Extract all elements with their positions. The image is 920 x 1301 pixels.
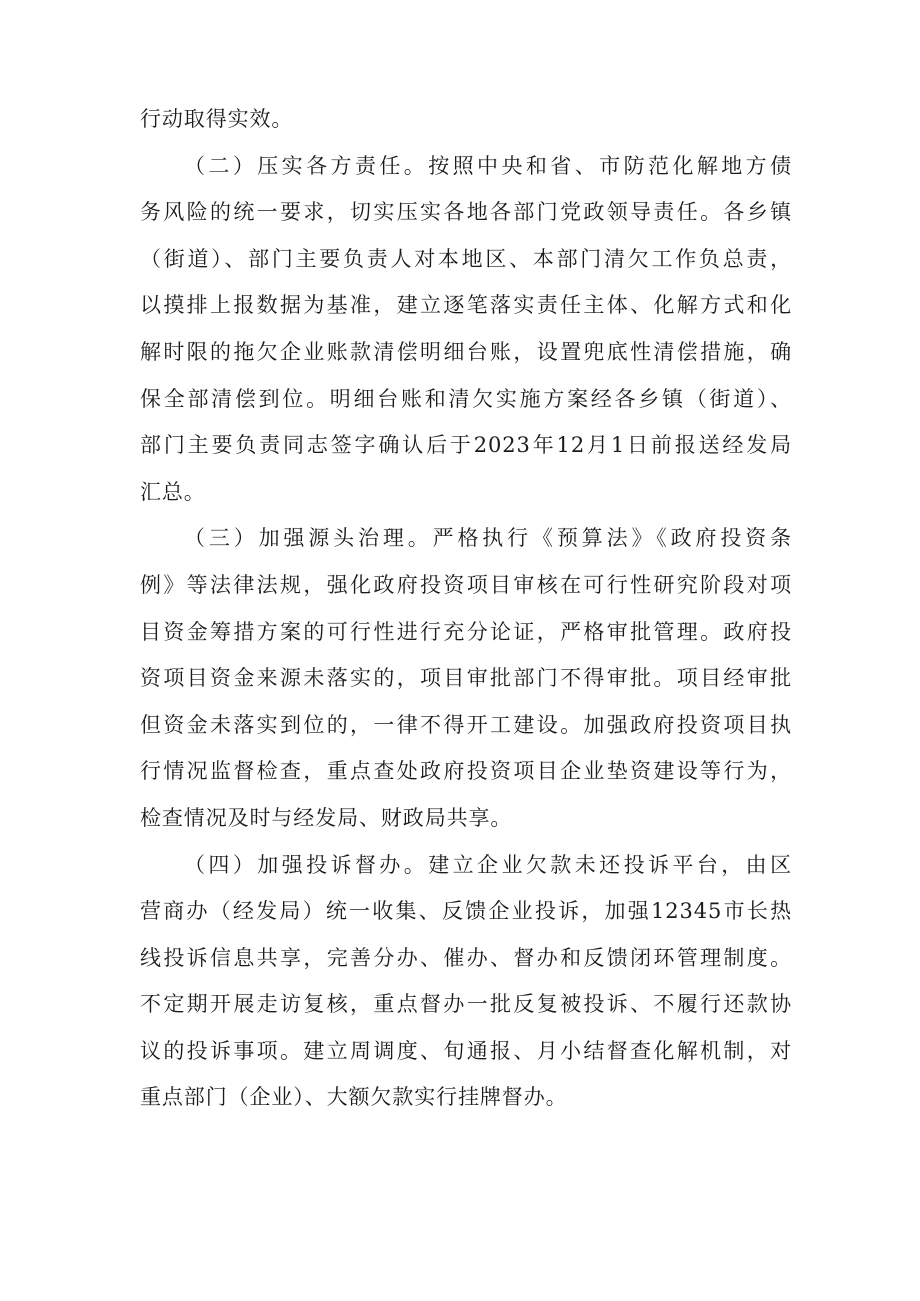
text-line: 务风险的统一要求，切实压实各地各部门党政领导责任。各乡镇 [140,200,792,225]
paragraph-section-2 [140,143,792,516]
text-line: 目资金筹措方案的可行性进行充分论证，严格审批管理。政府投 [140,619,792,644]
section-heading-line: （四）加强投诉督办。建立企业欠款未还投诉平台，由区 [184,852,792,877]
text-line: 保全部清偿到位。明细台账和清欠实施方案经各乡镇（街道）、 [140,386,792,411]
document-body [140,96,792,1121]
text-line: 部门主要负责同志签字确认后于2023年12月1日前报送经发局 [140,433,792,458]
paragraph-intro-tail [140,96,792,143]
text-line: 汇总。 [140,479,206,504]
text-line: 行动取得实效。 [140,107,294,131]
text-line: 例》等法律法规，强化政府投资项目审核在可行性研究阶段对项 [140,572,792,597]
text-line: 以摸排上报数据为基准，建立逐笔落实责任主体、化解方式和化 [140,293,792,318]
text-line: （街道）、部门主要负责人对本地区、本部门清欠工作负总责， [140,246,792,271]
text-line: 营商办（经发局）统一收集、反馈企业投诉，加强12345市长热 [140,899,792,924]
text-line: 重点部门（企业）、大额欠款实行挂牌督办。 [140,1085,568,1110]
text-line: 但资金未落实到位的，一律不得开工建设。加强政府投资项目执 [140,712,792,737]
text-line: 资项目资金来源未落实的，项目审批部门不得审批。项目经审批 [140,666,792,691]
text-line: 议的投诉事项。建立周调度、旬通报、月小结督查化解机制，对 [140,1038,792,1063]
text-line: 解时限的拖欠企业账款清偿明细台账，设置兜底性清偿措施，确 [140,339,792,364]
section-heading-line: （二）压实各方责任。按照中央和省、市防范化解地方债 [184,153,792,178]
paragraph-section-3 [140,515,792,841]
text-line: 检查情况及时与经发局、财政局共享。 [140,805,513,830]
text-line: 线投诉信息共享，完善分办、催办、督办和反馈闭环管理制度。 [140,945,792,970]
paragraph-section-4 [140,842,792,1122]
section-heading-line: （三）加强源头治理。严格执行《预算法》《政府投资条 [184,526,792,551]
text-line: 不定期开展走访复核，重点督办一批反复被投诉、不履行还款协 [140,992,792,1017]
text-line: 行情况监督检查，重点查处政府投资项目企业垫资建设等行为， [140,759,792,784]
